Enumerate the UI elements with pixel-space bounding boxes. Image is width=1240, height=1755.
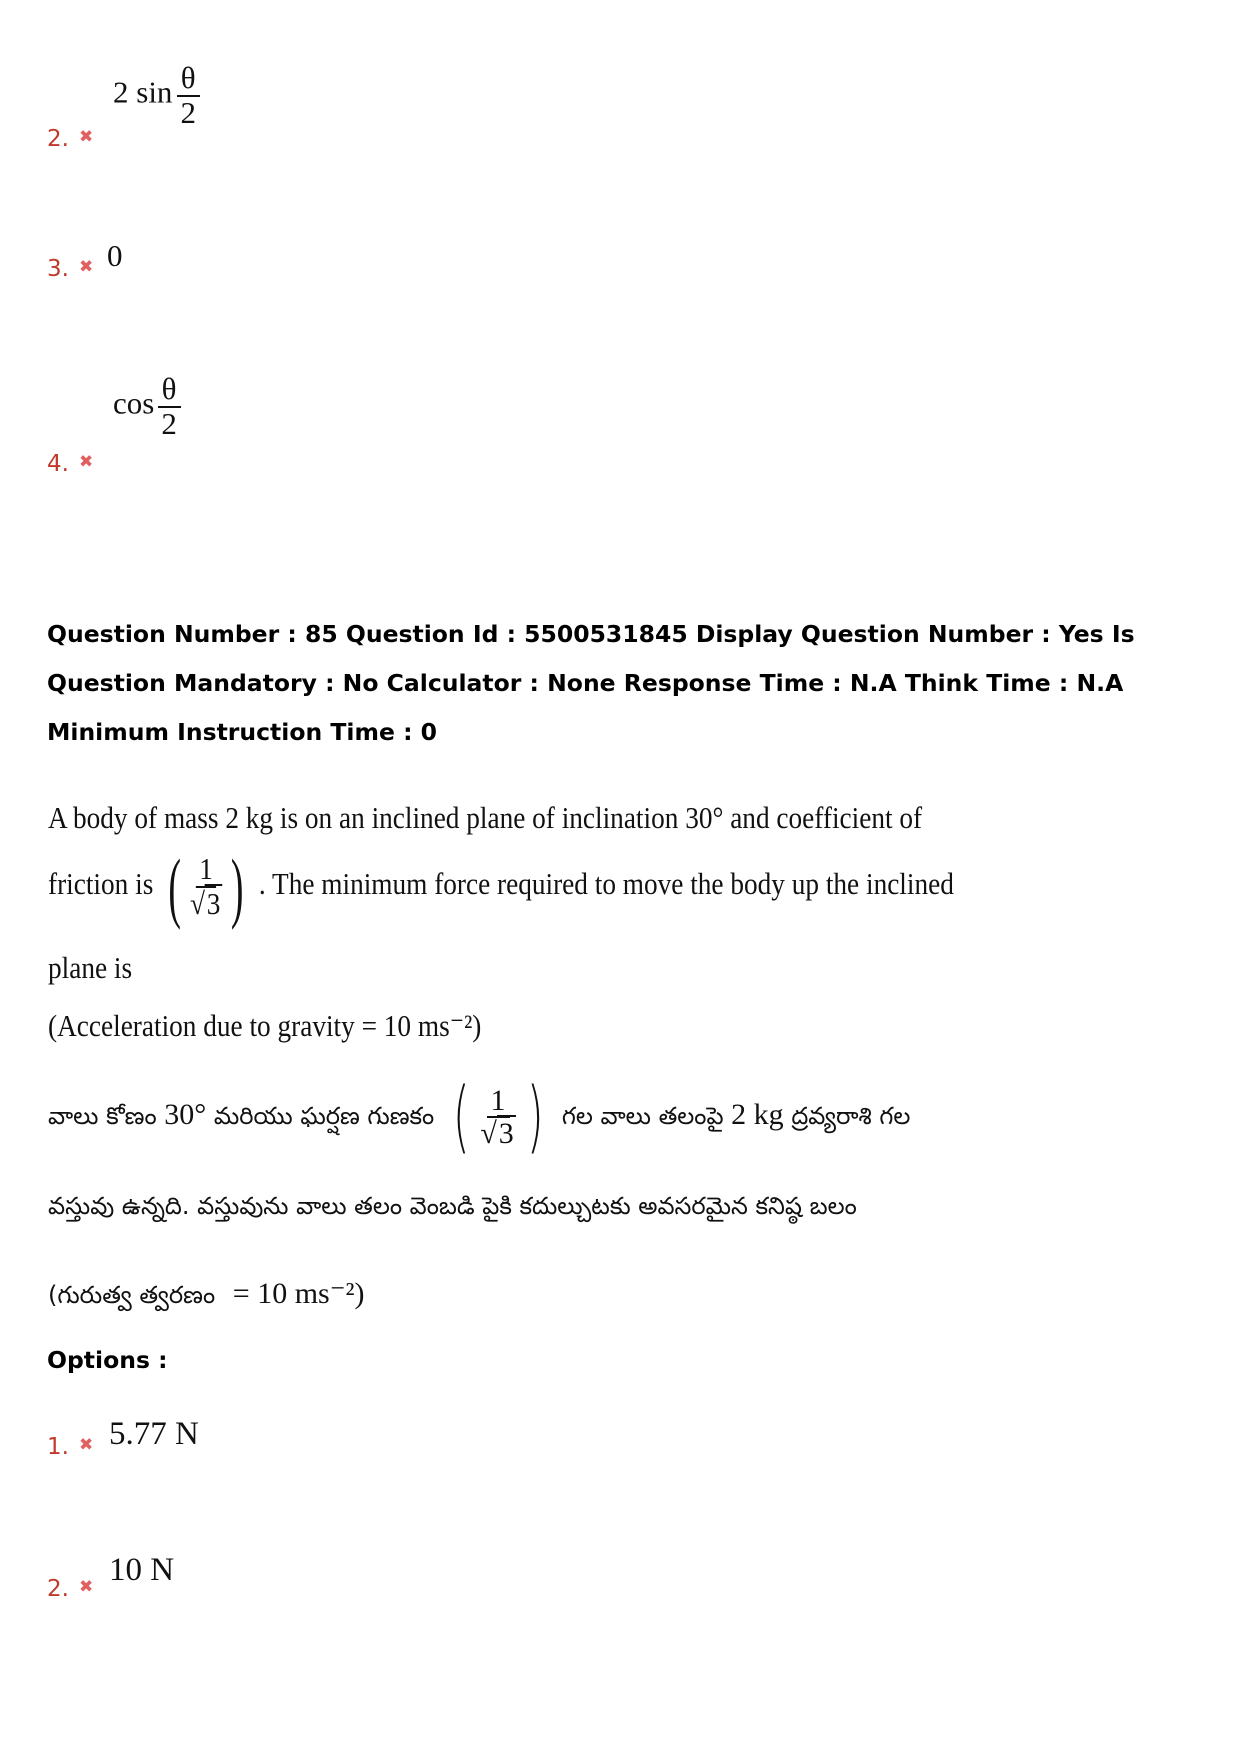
option-1-number: 1. <box>47 1434 69 1460</box>
cross-icon: ✖ <box>79 1577 94 1597</box>
prev-option-4-number: 4. <box>47 451 69 477</box>
friction-fraction: ( $\frac{1}{√3}$ ) <box>168 843 244 930</box>
options-label: Options : <box>47 1346 168 1374</box>
friction-fraction-te: ( $\frac{1}{√3}$ ) <box>452 1072 544 1162</box>
prev-option-2-number: 2. <box>47 126 69 152</box>
prev-option-3-number: 3. <box>47 256 69 282</box>
option-2-number: 2. <box>47 1576 69 1602</box>
prev-option-2-math: 2 sin $\frac{\theta}{2}$ <box>113 62 200 129</box>
question-en-line2: friction is ( $\frac{1}{√3}$ ) . The minimum force required to move the body up the inclined <box>48 843 954 930</box>
cross-icon: ✖ <box>79 1435 94 1455</box>
cross-icon: ✖ <box>79 257 94 277</box>
question-en-line1: A body of mass 2 kg is on an inclined plane of inclination 30° and coefficient of <box>48 800 923 835</box>
prev-option-3-math: 0 <box>107 238 123 273</box>
question-meta: Question Number : 85 Question Id : 5500531845 Display Question Number : Yes Is Question Mandatory : No Calculator : None Response Time : N.A Think Time : N.A Minimum Instruction Time : 0 <box>47 620 1135 746</box>
option-1-value: 5.77 N <box>109 1416 199 1452</box>
question-en-line4: (Acceleration due to gravity = 10 ms⁻²) <box>48 1008 482 1043</box>
question-te-line1: వాలు కోణం 30° మరియు ఘర్షణ గుణకం ( $\frac{1}{√3}$ ) గల వాలు తలంపై 2 kg ద్రవ్యరాశి గల <box>48 1072 911 1162</box>
question-te-line2: వస్తువు ఉన్నది. వస్తువును వాలు తలం వెంబడి పైకి కదుల్చుటకు అవసరమైన కనిష్ఠ బలం <box>48 1192 857 1220</box>
cross-icon: ✖ <box>79 127 94 147</box>
option-2-value: 10 N <box>109 1552 175 1588</box>
question-en-line3: plane is <box>48 950 133 985</box>
cross-icon: ✖ <box>79 452 94 472</box>
prev-option-4-math: cos $\frac{\theta}{2}$ <box>113 373 181 440</box>
question-te-line3: (గురుత్వ త్వరణం = 10 ms⁻²) <box>48 1277 365 1310</box>
